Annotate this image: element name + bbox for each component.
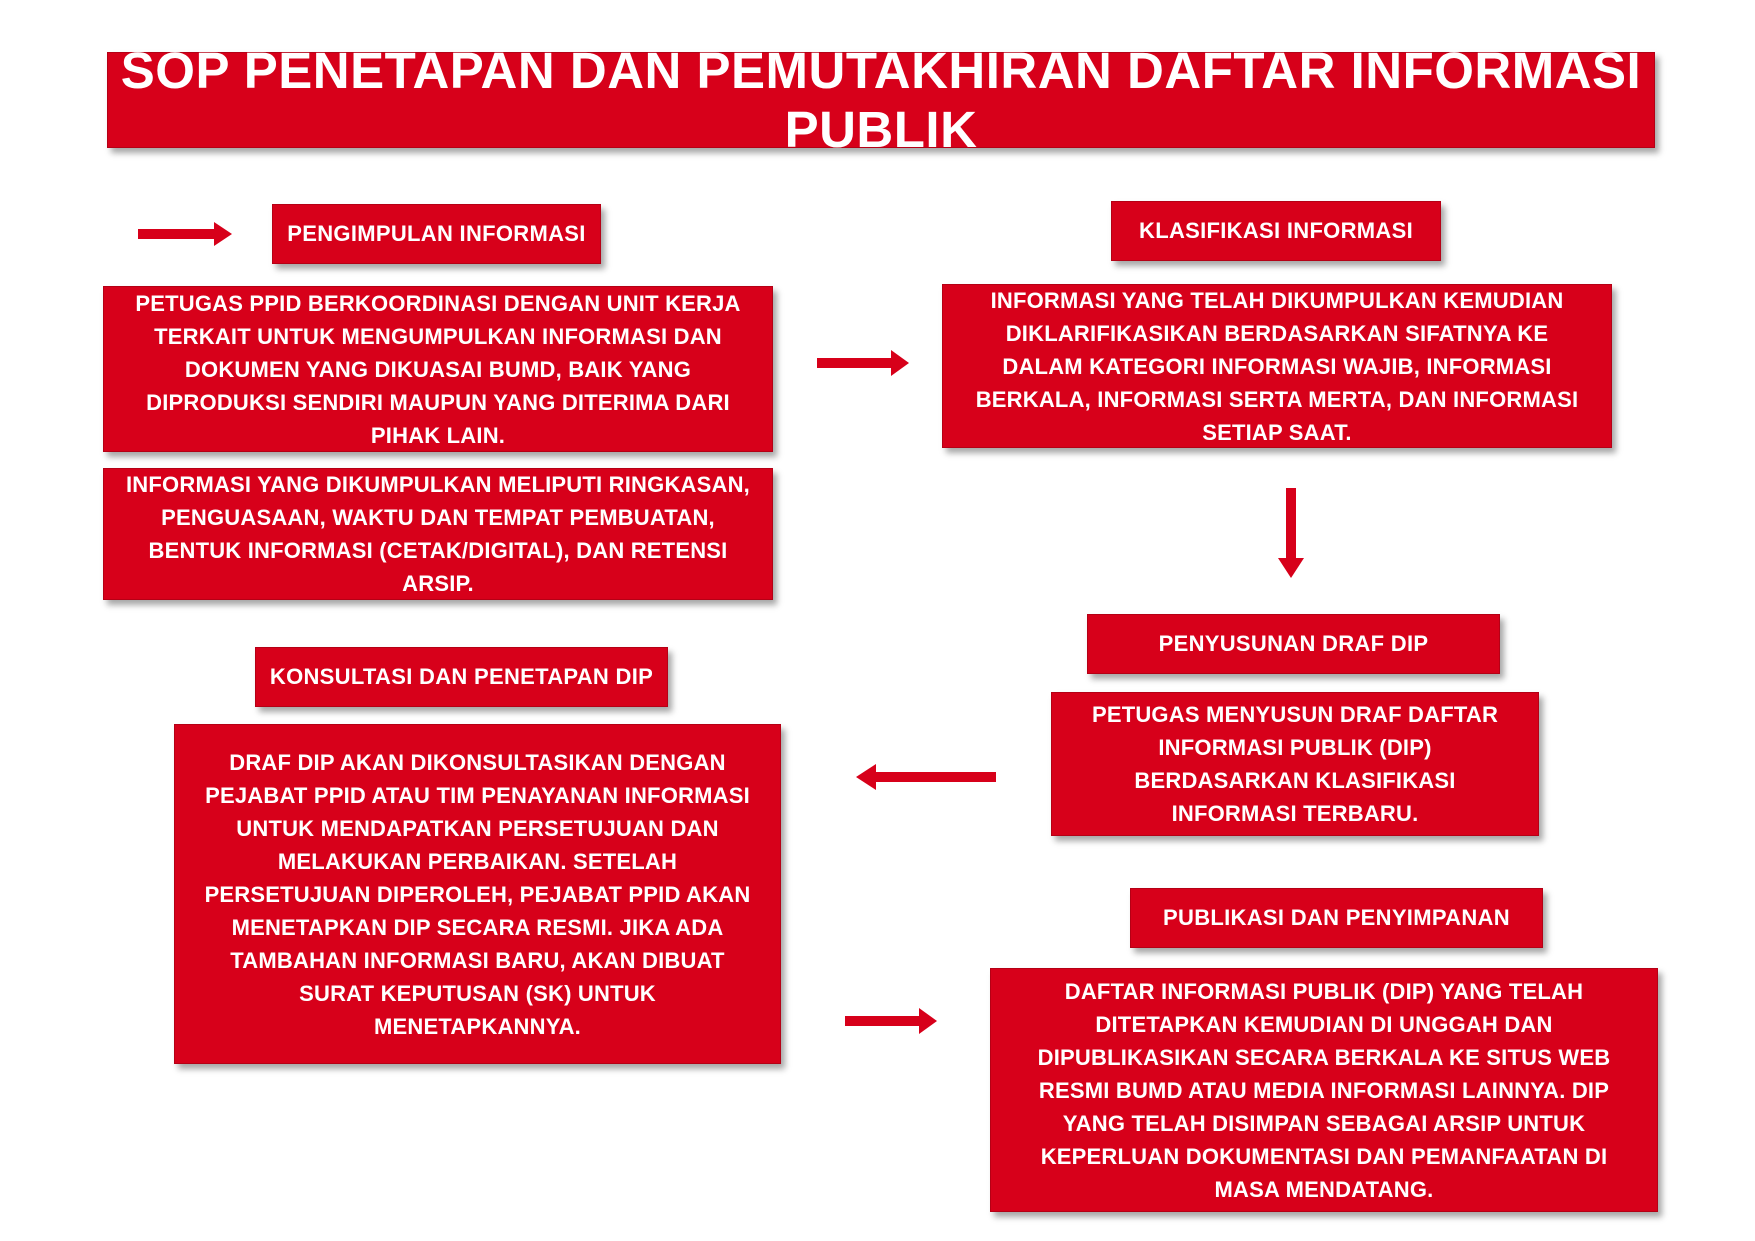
step-text-klasifikasi: INFORMASI YANG TELAH DIKUMPULKAN KEMUDIAN DIKLARIFIKASIKAN BERDASARKAN SIFATNYA KE DALAM KATEGORI INFORMASI WAJIB, INFORMASI BERKALA, INFORMASI SERTA MERTA, DAN INFORMASI SETIAP SAAT. bbox=[942, 284, 1612, 448]
step-text-publikasi: DAFTAR INFORMASI PUBLIK (DIP) YANG TELAH DITETAPKAN KEMUDIAN DI UNGGAH DAN DIPUBLIKASIKAN SECARA BERKALA KE SITUS WEB RESMI BUMD ATAU MEDIA INFORMASI LAINNYA. DIP YANG TELAH DISIMPAN SEBAGAI ARSIP UNTUK KEPERLUAN DOKUMENTASI DAN PEMANFAATAN DI MASA MENDATANG. bbox=[990, 968, 1658, 1212]
step-text-pengumpulan-2: INFORMASI YANG DIKUMPULKAN MELIPUTI RINGKASAN, PENGUASAAN, WAKTU DAN TEMPAT PEMBUATAN, BENTUK INFORMASI (CETAK/DIGITAL), DAN RETENSI ARSIP. bbox=[103, 468, 773, 600]
diagram-title: SOP PENETAPAN DAN PEMUTAKHIRAN DAFTAR INFORMASI PUBLIK bbox=[107, 52, 1655, 148]
arrow-right-icon bbox=[843, 1006, 939, 1036]
step-label-publikasi: PUBLIKASI DAN PENYIMPANAN bbox=[1130, 888, 1543, 948]
step-text-penyusunan: PETUGAS MENYUSUN DRAF DAFTAR INFORMASI PUBLIK (DIP) BERDASARKAN KLASIFIKASI INFORMASI TERBARU. bbox=[1051, 692, 1539, 836]
arrow-down-icon bbox=[1276, 486, 1306, 580]
step-label-klasifikasi: KLASIFIKASI INFORMASI bbox=[1111, 201, 1441, 261]
step-text-pengumpulan-1: PETUGAS PPID BERKOORDINASI DENGAN UNIT KERJA TERKAIT UNTUK MENGUMPULKAN INFORMASI DAN DOKUMEN YANG DIKUASAI BUMD, BAIK YANG DIPRODUKSI SENDIRI MAUPUN YANG DITERIMA DARI PIHAK LAIN. bbox=[103, 286, 773, 452]
step-text-konsultasi: DRAF DIP AKAN DIKONSULTASIKAN DENGAN PEJABAT PPID ATAU TIM PENAYANAN INFORMASI UNTUK MENDAPATKAN PERSETUJUAN DAN MELAKUKAN PERBAIKAN. SETELAH PERSETUJUAN DIPEROLEH, PEJABAT PPID AKAN MENETAPKAN DIP SECARA RESMI. JIKA ADA TAMBAHAN INFORMASI BARU, AKAN DIBUAT SURAT KEPUTUSAN (SK) UNTUK MENETAPKANNYA. bbox=[174, 724, 781, 1064]
start-arrow-icon bbox=[136, 220, 234, 248]
arrow-left-icon bbox=[854, 762, 998, 792]
step-label-penyusunan: PENYUSUNAN DRAF DIP bbox=[1087, 614, 1500, 674]
arrow-right-icon bbox=[815, 348, 911, 378]
step-label-konsultasi: KONSULTASI DAN PENETAPAN DIP bbox=[255, 647, 668, 707]
step-label-pengumpulan: PENGIMPULAN INFORMASI bbox=[272, 204, 601, 264]
